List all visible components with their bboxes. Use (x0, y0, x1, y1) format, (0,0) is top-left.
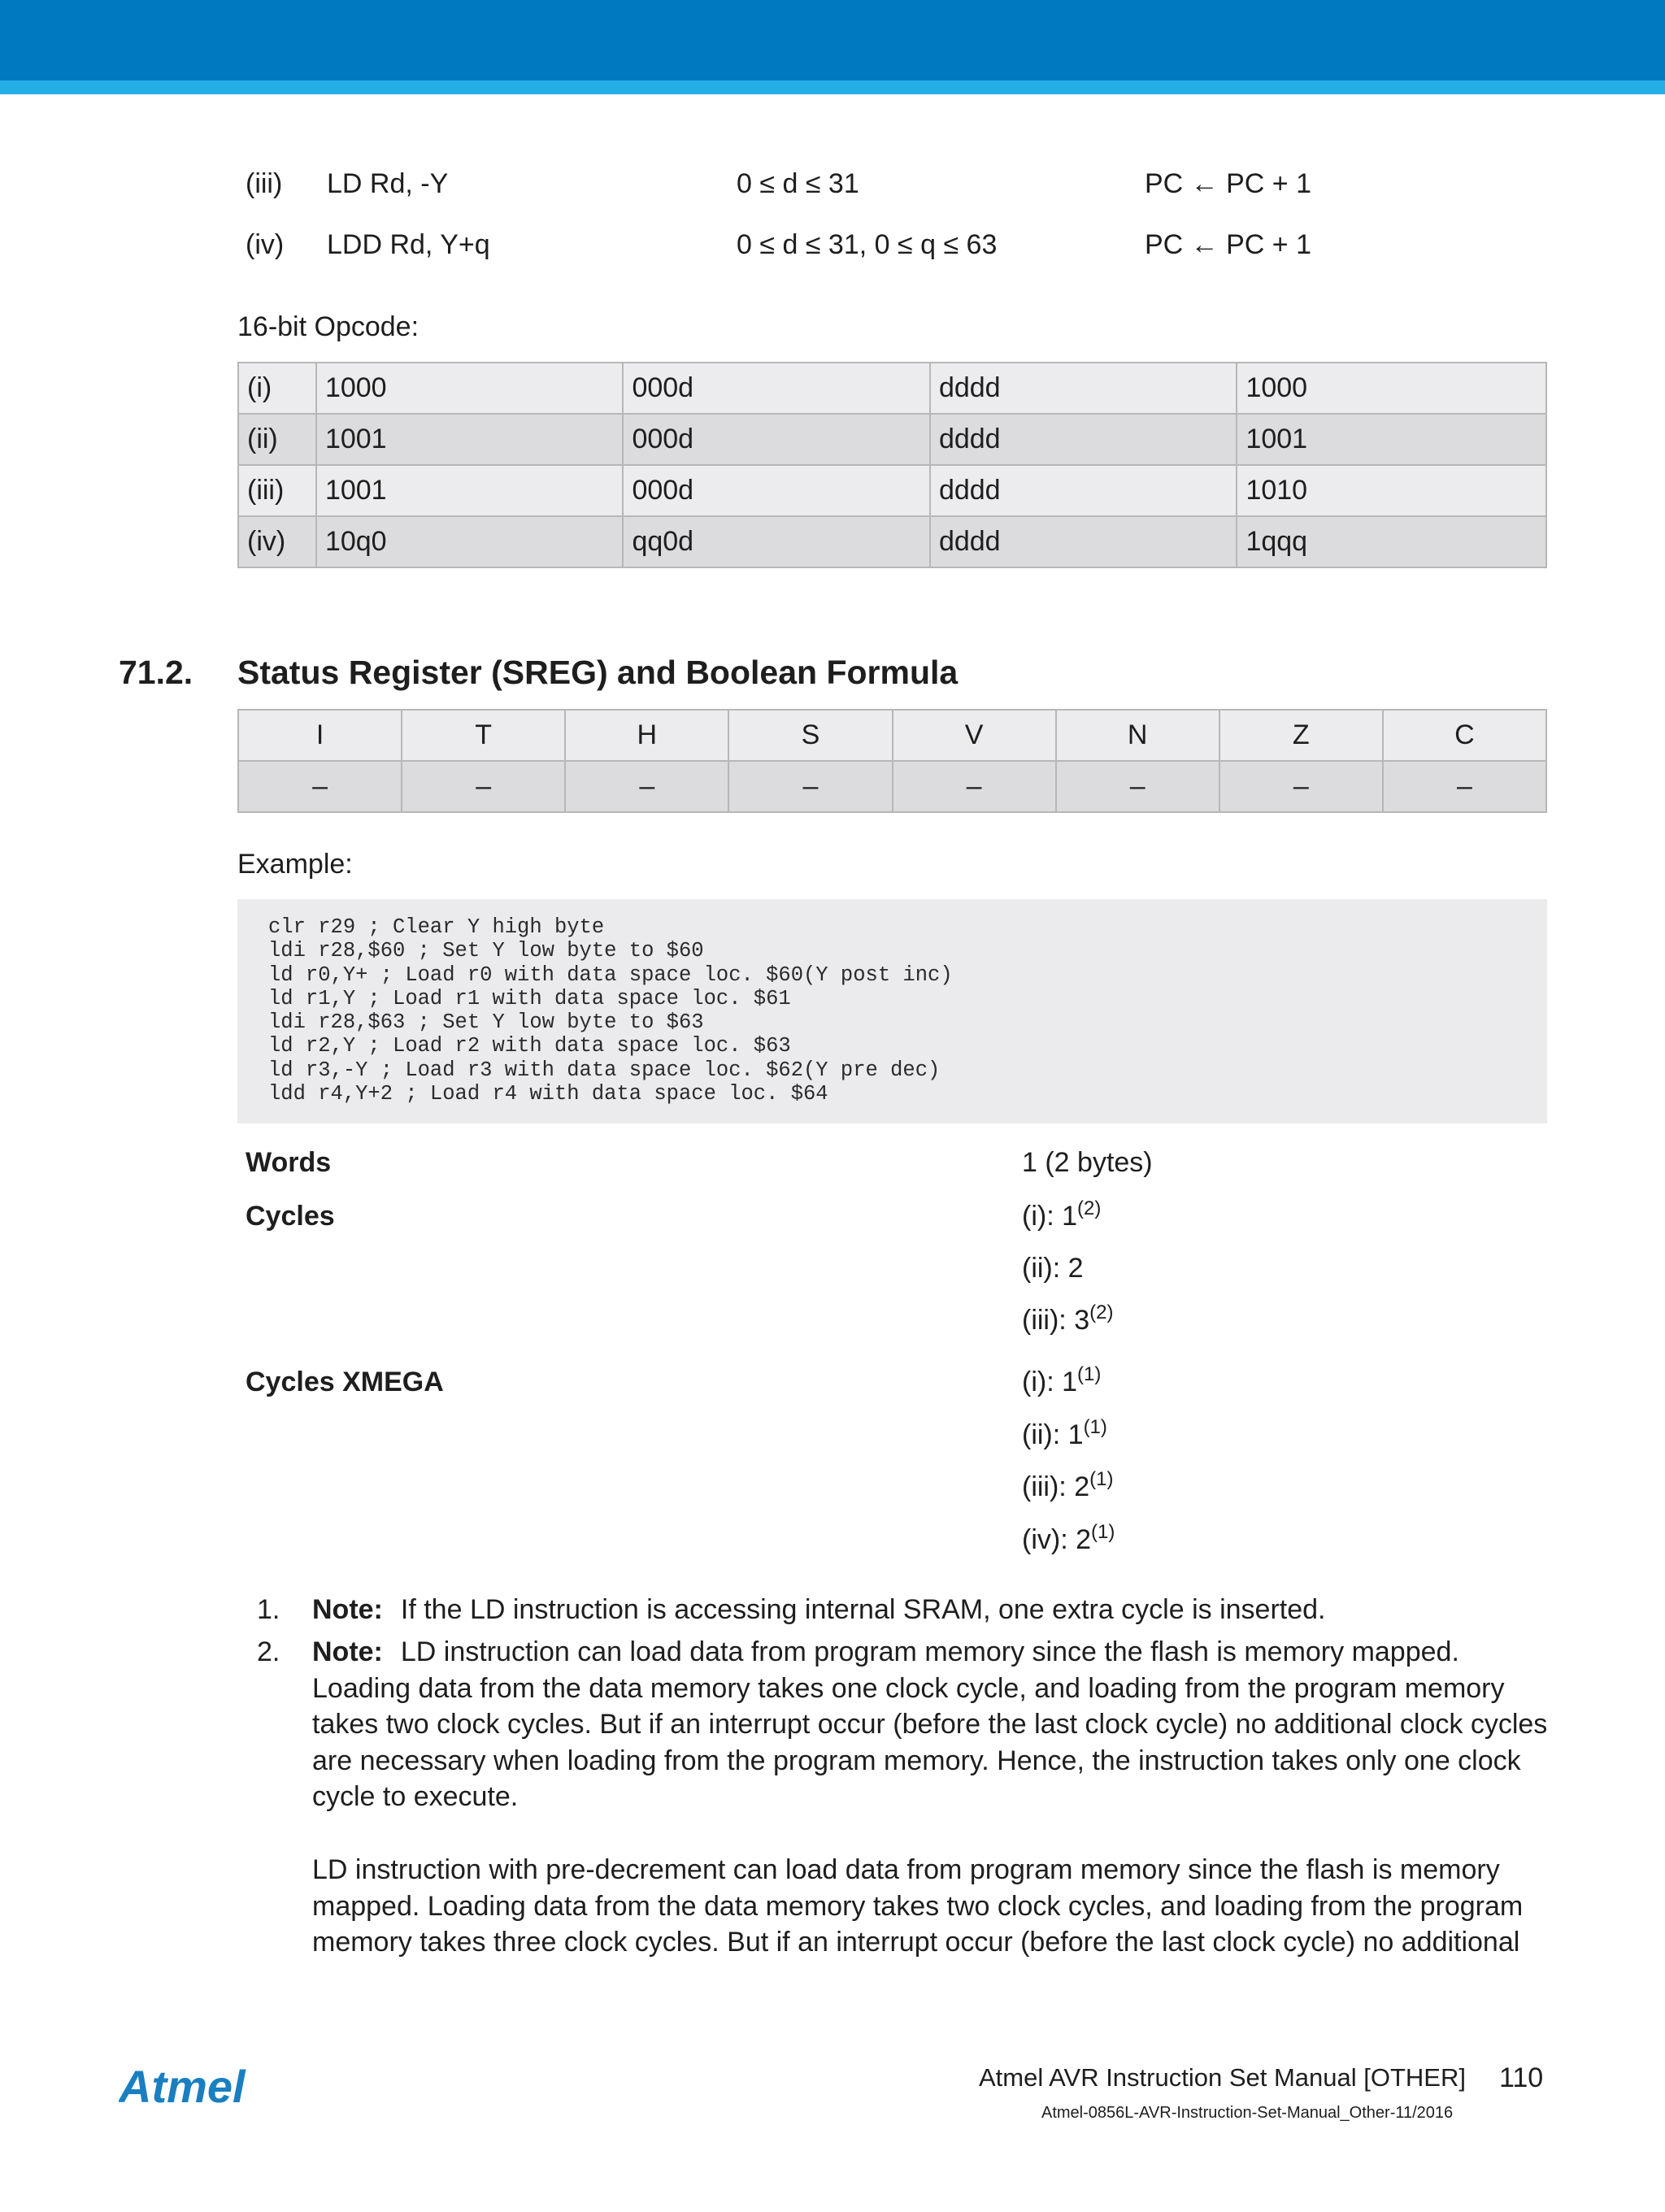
xmega-value-text: (i): 1 (1022, 1367, 1077, 1397)
cycles-value-text: (ii): 2 (1022, 1253, 1084, 1284)
syntax-number: (iii) (246, 168, 283, 199)
cycles-value-text: (iii): 3 (1022, 1305, 1090, 1336)
note-text: LD instruction can load data from program memory since the flash is memory mapped. Loading data from the data memory takes one clock cycle, and loading from the program memory takes two clock cycles. But if an interrupt occur (before the last clock cycle) no additional clock cycles are necessary when loading from the program memory. Hence, the instruction takes only one clock cycle to execute. (312, 1636, 1548, 1812)
cycles-value (1022, 1196, 1101, 1240)
footnote-ref: (1) (1083, 1416, 1107, 1438)
opcode-cell: dddd (930, 363, 1237, 414)
xmega-value (1022, 1415, 1107, 1458)
sreg-table (237, 709, 1547, 813)
opcode-cell: dddd (930, 516, 1237, 567)
opcode-cell: (i) (238, 363, 316, 414)
sreg-flag: N (1056, 710, 1219, 761)
opcode-cell: 000d (623, 465, 930, 516)
note-number: 2. (257, 1636, 280, 1667)
words-label: Words (246, 1147, 332, 1178)
section-title: Status Register (SREG) and Boolean Formula (237, 654, 959, 691)
footnote-ref: (2) (1077, 1197, 1102, 1219)
syntax-instruction: LDD Rd, Y+q (327, 229, 490, 260)
cycles-value-text: (i): 1 (1022, 1201, 1077, 1232)
sreg-flag: S (728, 710, 892, 761)
sreg-flag: V (893, 710, 1056, 761)
note-paragraph: LD instruction with pre-decrement can load data from program memory since the flash is memory mapped. Loading data from the data memory takes two clock cycles, and loading from the program memory takes three clock cycles. But if an interrupt occur (before the last clock cycle) no additional (312, 1854, 1524, 1958)
footnote-ref: (2) (1089, 1302, 1114, 1323)
opcode-table (237, 362, 1547, 568)
code-listing: clr r29 ; Clear Y high byte ldi r28,$60 ; Set Y low byte to $60 ld r0,Y+ ; Load r0 with data space loc. $60(Y post inc) ld r1,Y ; Load r1 with data space loc. $61 ldi r28,$63 ; Set Y low byte to $63 ld r2,Y ; Load r2 with data space loc. $63 ld r3,-Y ; Load r3 with data space loc. $62(Y pre dec) ldd r4,Y+2 ; Load r4 with data space loc. $64 (268, 915, 953, 1106)
note-label: Note: (312, 1594, 383, 1625)
opcode-cell: 1010 (1237, 465, 1546, 516)
sreg-value: – (1383, 761, 1546, 812)
footer-manual-title: Atmel AVR Instruction Set Manual [OTHER] (979, 2063, 1466, 2092)
opcode-row (238, 414, 1546, 465)
opcode-cell: (iii) (238, 465, 316, 516)
xmega-value (1022, 1467, 1113, 1510)
opcode-row (238, 465, 1546, 516)
sreg-flag: Z (1219, 710, 1383, 761)
note-paragraph (312, 1634, 1556, 1815)
xmega-value (1022, 1362, 1101, 1406)
footer-document-id: Atmel-0856L-AVR-Instruction-Set-Manual_Other-11/2016 (1041, 2104, 1454, 2122)
sreg-flag: T (402, 710, 565, 761)
opcode-cell: 000d (623, 363, 930, 414)
xmega-value-text: (ii): 1 (1022, 1419, 1084, 1450)
note (312, 1592, 1556, 1628)
syntax-program-counter: PC ← PC + 1 (1145, 168, 1312, 199)
opcode-cell: 1000 (316, 363, 624, 414)
opcode-cell: 10q0 (316, 516, 624, 567)
sreg-value: – (565, 761, 728, 812)
opcode-cell: 000d (623, 414, 930, 465)
note-number: 1. (257, 1594, 280, 1625)
logo-text: Atmel (119, 2062, 246, 2110)
note-paragraph (312, 1592, 1556, 1628)
sreg-flag: I (238, 710, 402, 761)
syntax-operands: 0 ≤ d ≤ 31, 0 ≤ q ≤ 63 (737, 229, 998, 260)
opcode-row (238, 516, 1546, 567)
footnote-ref: (1) (1089, 1468, 1114, 1490)
sreg-flag: C (1383, 710, 1546, 761)
sreg-value-row (238, 761, 1546, 812)
opcode-cell: (ii) (238, 414, 316, 465)
sreg-value: – (402, 761, 565, 812)
atmel-logo (119, 2062, 281, 2110)
header-band (0, 0, 1665, 80)
code-example (237, 899, 1547, 1123)
opcode-cell: 1001 (1237, 414, 1546, 465)
sreg-value: – (893, 761, 1056, 812)
sreg-value: – (728, 761, 892, 812)
sreg-flag: H (565, 710, 728, 761)
opcode-row (238, 363, 1546, 414)
note-text: If the LD instruction is accessing internal SRAM, one extra cycle is inserted. (400, 1594, 1326, 1625)
sreg-value: – (1056, 761, 1219, 812)
header-stripe (0, 80, 1665, 94)
opcode-cell: (iv) (238, 516, 316, 567)
cycles-value (1022, 1248, 1084, 1292)
opcode-label: 16-bit Opcode: (237, 311, 420, 342)
opcode-cell: qq0d (623, 516, 930, 567)
note-continuation (312, 1852, 1556, 1961)
syntax-operands: 0 ≤ d ≤ 31 (737, 168, 859, 199)
cycles-xmega-label: Cycles XMEGA (246, 1367, 444, 1397)
sreg-value: – (238, 761, 402, 812)
xmega-value-text: (iv): 2 (1022, 1524, 1091, 1555)
sreg-flag-row (238, 710, 1546, 761)
words-value: 1 (2 bytes) (1022, 1147, 1153, 1178)
example-label: Example: (237, 849, 353, 880)
opcode-cell: 1001 (316, 465, 624, 516)
opcode-cell: 1qqq (1237, 516, 1546, 567)
opcode-cell: 1000 (1237, 363, 1546, 414)
note-label: Note: (312, 1636, 383, 1667)
syntax-instruction: LD Rd, -Y (327, 168, 449, 199)
note (312, 1634, 1556, 1815)
opcode-cell: 1001 (316, 414, 624, 465)
footnote-ref: (1) (1091, 1521, 1115, 1543)
footnote-ref: (1) (1077, 1363, 1102, 1385)
cycles-value (1022, 1300, 1113, 1344)
opcode-cell: dddd (930, 465, 1237, 516)
syntax-program-counter: PC ← PC + 1 (1145, 229, 1312, 260)
syntax-number: (iv) (246, 229, 285, 260)
xmega-value-text: (iii): 2 (1022, 1471, 1090, 1502)
xmega-value (1022, 1519, 1115, 1563)
cycles-label: Cycles (246, 1201, 335, 1232)
footer-page-number: 110 (1499, 2062, 1544, 2093)
opcode-cell: dddd (930, 414, 1237, 465)
sreg-value: – (1219, 761, 1383, 812)
section-number: 71.2. (119, 654, 193, 691)
